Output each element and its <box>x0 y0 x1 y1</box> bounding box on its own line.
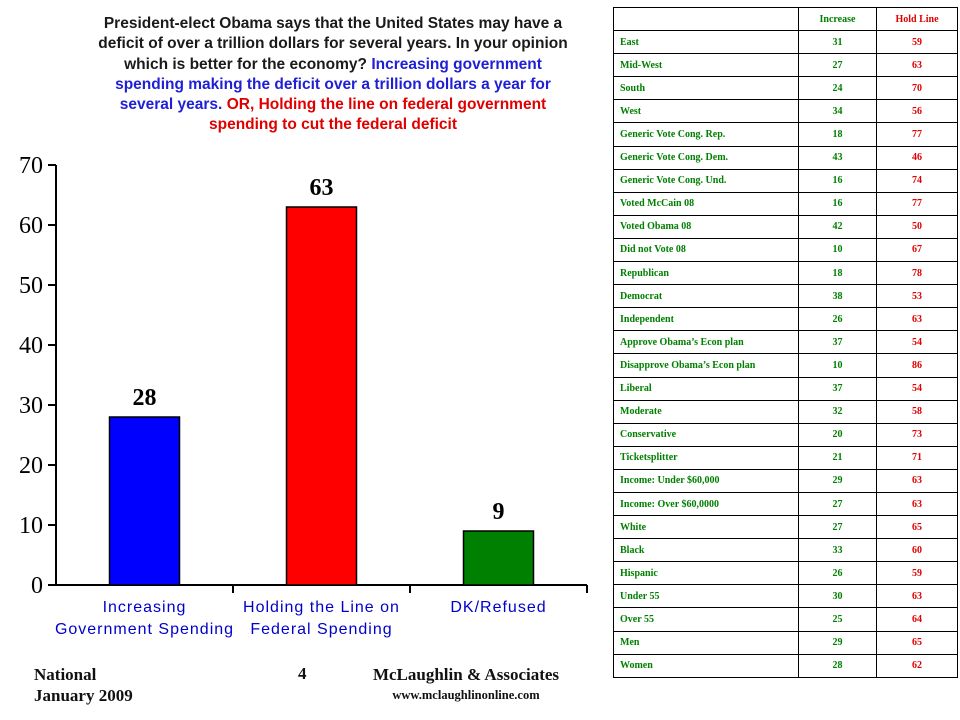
hold-line-value: 71 <box>877 446 958 469</box>
category-label: Holding the Line on <box>243 599 400 616</box>
increase-value: 37 <box>799 331 877 354</box>
hold-line-value: 59 <box>877 31 958 54</box>
table-header-row <box>614 8 958 31</box>
increase-value: 16 <box>799 169 877 192</box>
header-increase: Increase <box>799 8 877 31</box>
question-intro: President-elect Obama says that the United States may have a deficit of over a trillion dollars for several years. In your opinion which is better for the economy? <box>98 15 568 73</box>
row-label: Income: Under $60,000 <box>614 469 799 492</box>
row-label: White <box>614 516 799 539</box>
data-label: 9 <box>492 499 505 525</box>
hold-line-value: 60 <box>877 539 958 562</box>
crosstab-table <box>613 7 958 678</box>
table-row <box>614 77 958 100</box>
table-row <box>614 608 958 631</box>
row-label: Moderate <box>614 400 799 423</box>
table-row <box>614 562 958 585</box>
increase-value: 28 <box>799 654 877 677</box>
increase-value: 18 <box>799 123 877 146</box>
table-row <box>614 100 958 123</box>
increase-value: 26 <box>799 308 877 331</box>
table-row <box>614 516 958 539</box>
hold-line-value: 54 <box>877 377 958 400</box>
row-label: Generic Vote Cong. Und. <box>614 169 799 192</box>
table-row <box>614 169 958 192</box>
hold-line-value: 50 <box>877 215 958 238</box>
table-row <box>614 492 958 515</box>
increase-value: 26 <box>799 562 877 585</box>
row-label: Income: Over $60,0000 <box>614 492 799 515</box>
hold-line-value: 65 <box>877 516 958 539</box>
hold-line-value: 63 <box>877 492 958 515</box>
hold-line-value: 67 <box>877 238 958 261</box>
row-label: Women <box>614 654 799 677</box>
company-url: www.mclaughlinonline.com <box>392 688 540 702</box>
increase-value: 20 <box>799 423 877 446</box>
row-label: Did not Vote 08 <box>614 238 799 261</box>
y-tick-label: 20 <box>19 453 43 479</box>
bar <box>110 417 180 585</box>
y-tick-label: 70 <box>19 153 43 179</box>
increase-value: 31 <box>799 31 877 54</box>
table-row <box>614 215 958 238</box>
increase-value: 18 <box>799 262 877 285</box>
footer-region: National <box>34 665 97 684</box>
table-row <box>614 285 958 308</box>
data-label: 28 <box>132 385 157 411</box>
table-row <box>614 469 958 492</box>
hold-line-value: 64 <box>877 608 958 631</box>
increase-value: 21 <box>799 446 877 469</box>
hold-line-value: 46 <box>877 146 958 169</box>
option-increase-text: Increasing government spending making the deficit over a trillion dollars a year for several years. <box>115 55 551 114</box>
row-label: Independent <box>614 308 799 331</box>
hold-line-value: 74 <box>877 169 958 192</box>
table-row <box>614 192 958 215</box>
question-text <box>92 14 574 136</box>
hold-line-value: 86 <box>877 354 958 377</box>
table-row <box>614 423 958 446</box>
y-tick-label: 10 <box>19 513 43 539</box>
increase-value: 32 <box>799 400 877 423</box>
table-row <box>614 146 958 169</box>
row-label: Ticketsplitter <box>614 446 799 469</box>
hold-line-value: 54 <box>877 331 958 354</box>
increase-value: 37 <box>799 377 877 400</box>
increase-value: 29 <box>799 469 877 492</box>
row-label: Hispanic <box>614 562 799 585</box>
or-text: OR, <box>226 96 255 114</box>
table-row <box>614 331 958 354</box>
increase-value: 42 <box>799 215 877 238</box>
row-label: Under 55 <box>614 585 799 608</box>
row-label: Voted McCain 08 <box>614 192 799 215</box>
table-row <box>614 308 958 331</box>
hold-line-value: 70 <box>877 77 958 100</box>
increase-value: 30 <box>799 585 877 608</box>
hold-line-value: 65 <box>877 631 958 654</box>
bar <box>287 207 357 585</box>
increase-value: 25 <box>799 608 877 631</box>
table-row <box>614 262 958 285</box>
hold-line-value: 77 <box>877 192 958 215</box>
footer-date: January 2009 <box>34 686 133 705</box>
table-row <box>614 377 958 400</box>
increase-value: 10 <box>799 354 877 377</box>
category-label: Increasing <box>102 599 187 616</box>
hold-line-value: 63 <box>877 585 958 608</box>
row-label: Voted Obama 08 <box>614 215 799 238</box>
data-label: 63 <box>309 175 334 201</box>
page-number: 4 <box>298 664 307 683</box>
increase-value: 34 <box>799 100 877 123</box>
row-label: Generic Vote Cong. Rep. <box>614 123 799 146</box>
table-row <box>614 631 958 654</box>
increase-value: 10 <box>799 238 877 261</box>
row-label: Black <box>614 539 799 562</box>
y-tick-label: 50 <box>19 273 43 299</box>
header-hold-line: Hold Line <box>877 8 958 31</box>
increase-value: 16 <box>799 192 877 215</box>
category-label: Federal Spending <box>250 621 393 638</box>
row-label: Approve Obama’s Econ plan <box>614 331 799 354</box>
row-label: Republican <box>614 262 799 285</box>
increase-value: 33 <box>799 539 877 562</box>
row-label: Men <box>614 631 799 654</box>
hold-line-value: 53 <box>877 285 958 308</box>
footer-left <box>34 664 133 706</box>
hold-line-value: 59 <box>877 562 958 585</box>
hold-line-value: 63 <box>877 469 958 492</box>
row-label: Liberal <box>614 377 799 400</box>
hold-line-value: 77 <box>877 123 958 146</box>
category-label: DK/Refused <box>450 599 547 616</box>
row-label: Over 55 <box>614 608 799 631</box>
row-label: Generic Vote Cong. Dem. <box>614 146 799 169</box>
hold-line-value: 63 <box>877 54 958 77</box>
y-tick-label: 60 <box>19 213 43 239</box>
increase-value: 38 <box>799 285 877 308</box>
y-tick-label: 40 <box>19 333 43 359</box>
table-row <box>614 654 958 677</box>
header-blank <box>614 8 799 31</box>
hold-line-value: 56 <box>877 100 958 123</box>
category-label: Government Spending <box>54 621 235 638</box>
y-tick-label: 0 <box>31 573 43 599</box>
row-label: East <box>614 31 799 54</box>
table-row <box>614 54 958 77</box>
table-row <box>614 123 958 146</box>
increase-value: 43 <box>799 146 877 169</box>
row-label: Mid-West <box>614 54 799 77</box>
hold-line-value: 78 <box>877 262 958 285</box>
bar-chart <box>0 140 600 650</box>
y-tick-label: 30 <box>19 393 43 419</box>
increase-value: 27 <box>799 516 877 539</box>
row-label: South <box>614 77 799 100</box>
table-row <box>614 585 958 608</box>
hold-line-value: 58 <box>877 400 958 423</box>
row-label: Disapprove Obama’s Econ plan <box>614 354 799 377</box>
company-name: McLaughlin & Associates <box>372 665 560 684</box>
table-row <box>614 31 958 54</box>
increase-value: 27 <box>799 492 877 515</box>
increase-value: 24 <box>799 77 877 100</box>
row-label: Democrat <box>614 285 799 308</box>
hold-line-value: 62 <box>877 654 958 677</box>
hold-line-value: 63 <box>877 308 958 331</box>
table-row <box>614 446 958 469</box>
increase-value: 27 <box>799 54 877 77</box>
table-row <box>614 539 958 562</box>
bar <box>464 531 534 585</box>
table-row <box>614 354 958 377</box>
row-label: Conservative <box>614 423 799 446</box>
table-row <box>614 238 958 261</box>
row-label: West <box>614 100 799 123</box>
increase-value: 29 <box>799 631 877 654</box>
hold-line-value: 73 <box>877 423 958 446</box>
option-hold-text: Holding the line on federal government spending to cut the federal deficit <box>208 96 547 134</box>
table-row <box>614 400 958 423</box>
footer-right <box>346 664 586 705</box>
